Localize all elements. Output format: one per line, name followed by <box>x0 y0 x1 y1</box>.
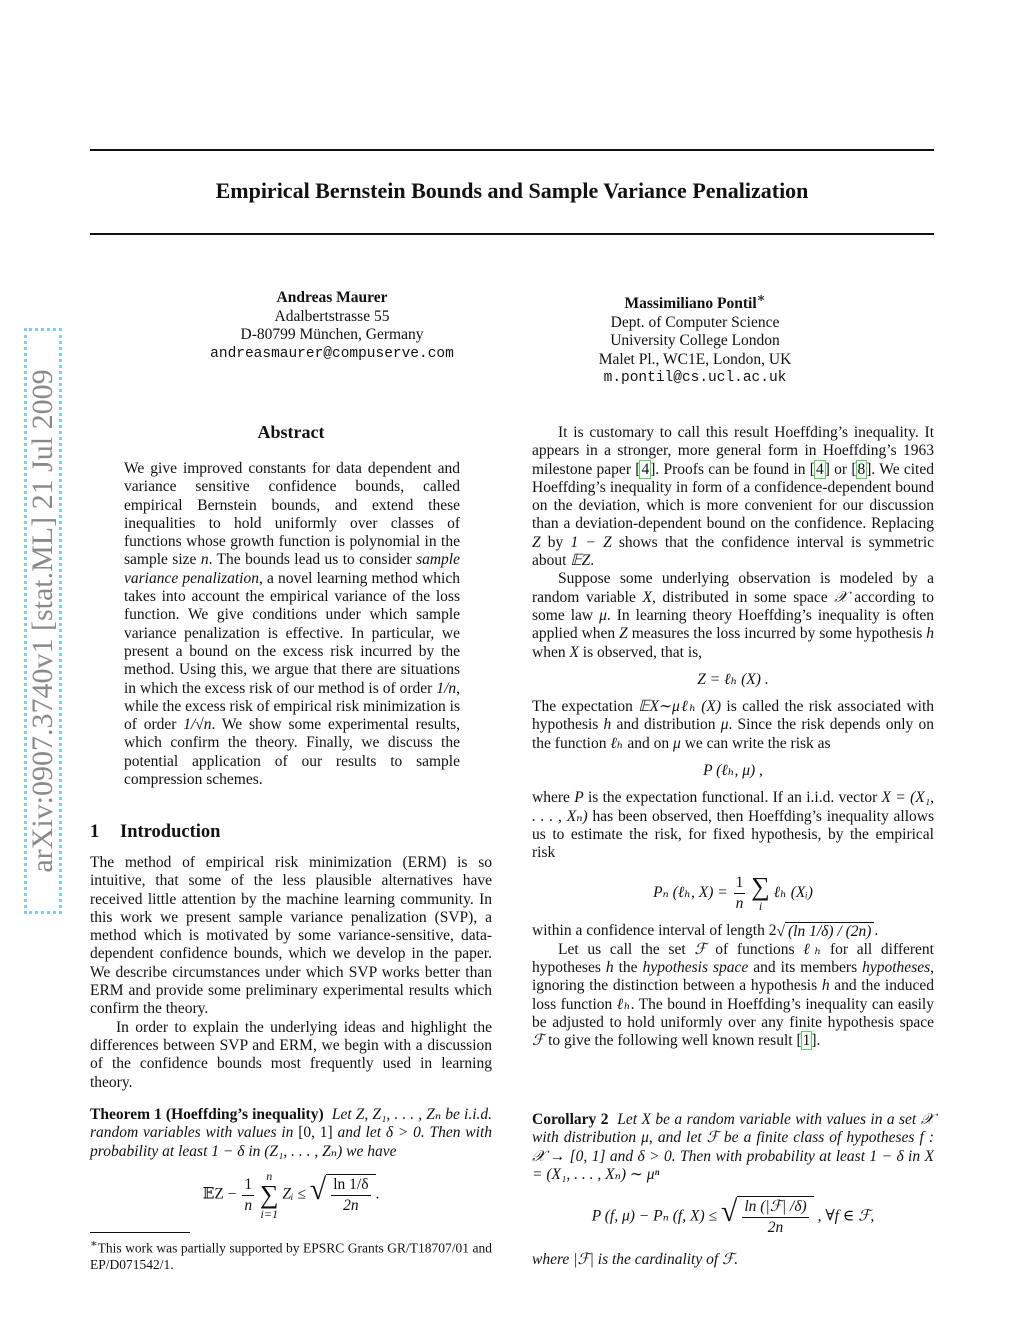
abstract-heading: Abstract <box>257 422 325 442</box>
paragraph: The expectation 𝔼X∼μℓₕ (X) is called the risk associated with hypothesis h and distribution μ. Since the risk depends only on the function ℓₕ and on μ we can write the risk as <box>532 698 934 752</box>
paper-title: Empirical Bernstein Bounds and Sample Variance Penalization <box>215 178 809 203</box>
theorem-1-equation: 𝔼Z − $\frac{1}{n}$ n ∑ i=1 Zᵢ ≤ √ $\frac{\ln 1/\delta}{2n}$ . <box>202 1169 380 1221</box>
corollary-2-equation: P (f, μ) − Pₙ (f, X) ≤ √ $\frac{\text{ln (|ℱ| /δ)}}{2n}$ , ∀f ∈ ℱ, <box>591 1195 875 1236</box>
arxiv-stamp: arXiv:0907.3740v1 [stat.ML] 21 Jul 2009 <box>26 369 59 873</box>
footnote-mark: ∗ <box>756 290 766 305</box>
author-email: andreasmaurer@compuserve.com <box>210 345 454 362</box>
author-name: Massimiliano Pontil∗ <box>624 290 766 313</box>
paragraph: where P is the expectation functional. If an i.i.d. vector X = (X₁, . . . , Xₙ) has been observed, then Hoeffding’s inequality allows us to estimate the risk, for fixed hypothesis, by the empirical risk <box>532 789 934 862</box>
theorem-1: Theorem 1 (Hoeffding’s inequality) Let Z, Z₁, . . . , Zₙ be i.i.d. random variables with values in [0, 1] and let δ > 0. Then with probability at least 1 − δ in (Z₁, . . . , Zₙ) we have <box>90 1106 492 1160</box>
title-rule-top <box>90 149 934 151</box>
citation-link[interactable]: 1 <box>802 1032 811 1050</box>
empirical-risk-equation: Pₙ (ℓₕ, X) = $\frac{1}{n}$ ∑ i ℓₕ (Xᵢ) <box>653 872 813 914</box>
author-address: Malet Pl., WC1E, London, UK <box>598 350 792 368</box>
abstract-body: We give improved constants for data dependent and variance sensitive confidence bounds, called empirical Bernstein bounds, and extend these inequalities to hold uniformly over classes of functions whose growth function is polynomial in the sample size n. The bounds lead us to consider sample variance penalization, a novel learning method which takes into account the empirical variance of the loss function. We give conditions under which sample variance penalization is effective. In particular, we present a bound on the excess risk incurred by the method. Using this, we argue that there are situations in which the excess risk of our method is of order 1/n, while the excess risk of empirical risk minimization is of order 1/√n. We show some experimental results, which confirm the theory. Finally, we discuss the potential application of our results to sample compression schemes. <box>124 460 460 789</box>
paragraph: In order to explain the underlying ideas and highlight the differences between SVP and ERM, we begin with a discussion of the confidence bounds most frequently used in learning theory. <box>90 1018 492 1091</box>
introduction-body <box>90 854 492 1092</box>
title-rule-bottom <box>90 233 934 235</box>
footnote-rule <box>90 1232 190 1233</box>
paragraph: The method of empirical risk minimization (ERM) is so intuitive, that some of the less plausible alternatives have received little attention by the machine learning community. In this work we present sample variance penalization (SVP), a method which is motivated by some variance-sensitive, data-dependent confidence bounds, which we develop in the paper. We describe circumstances under which SVP works better than ERM and provide some preliminary experimental results which confirm the theory. <box>90 854 492 1018</box>
author-name: Andreas Maurer <box>276 289 388 306</box>
footnote: ∗This work was partially supported by EPSRC Grants GR/T18707/01 and EP/D071542/1. <box>90 1238 492 1272</box>
author-email: m.pontil@cs.ucl.ac.uk <box>603 370 787 387</box>
citation-link[interactable]: 4 <box>641 460 650 478</box>
author-address: Adalbertstrasse 55 <box>274 307 390 325</box>
corollary-2-note: where |ℱ| is the cardinality of ℱ. <box>532 1251 739 1268</box>
paragraph: Suppose some underlying observation is modeled by a random variable X, distributed in some space 𝒳 according to some law μ. In learning theory Hoeffding’s inequality is often applied when Z measures the loss incurred by some hypothesis h when X is observed, that is, <box>532 570 934 661</box>
author-block-2 <box>545 289 845 388</box>
paragraph: Let us call the set ℱ of functions ℓₕ for all different hypotheses h the hypothesis space and its members hypotheses, ignoring the distinction between a hypothesis h and the induced loss function ℓₕ. The bound in Hoeffding’s inequality can easily be adjusted to hold uniformly over any finite hypothesis space ℱ to give the following well known result [1]. <box>532 940 935 1050</box>
section-heading: 1 Introduction <box>90 822 221 842</box>
author-affiliation: Dept. of Computer Science <box>610 313 780 331</box>
author-address: D-80799 München, Germany <box>240 326 424 343</box>
equation: Z = ℓₕ (X) . <box>697 670 769 688</box>
paragraph: It is customary to call this result Hoeffding’s inequality. It appears in a stronger, more general form in Hoeffding’s 1963 milestone paper [4]. Proofs can be found in [4] or [8]. We cited Hoeffding’s inequality in form of a confidence-dependent bound on the deviation, which is more convenient for our discussion than a deviation-dependent bound on the confidence. Replacing Z by 1 − Z shows that the confidence interval is symmetric about 𝔼Z. <box>532 424 935 570</box>
author-block-1 <box>172 289 492 363</box>
corollary-2: Corollary 2 Let X be a random variable with values in a set 𝒳 with distribution μ, and let ℱ be a finite class of hypotheses f : 𝒳 → [0, 1] and δ > 0. Then with probability at least 1 − δ in X = (X₁, . . . , Xₙ) ∼ μⁿ <box>532 1111 934 1183</box>
citation-link[interactable]: 4 <box>815 460 824 478</box>
citation-link[interactable]: 8 <box>857 460 866 478</box>
right-column-body <box>532 424 934 1051</box>
paragraph: within a confidence interval of length 2√ (ln 1/δ) / (2n) . <box>532 921 879 940</box>
author-affiliation: University College London <box>610 332 780 350</box>
equation: P (ℓₕ, μ) , <box>703 762 763 780</box>
